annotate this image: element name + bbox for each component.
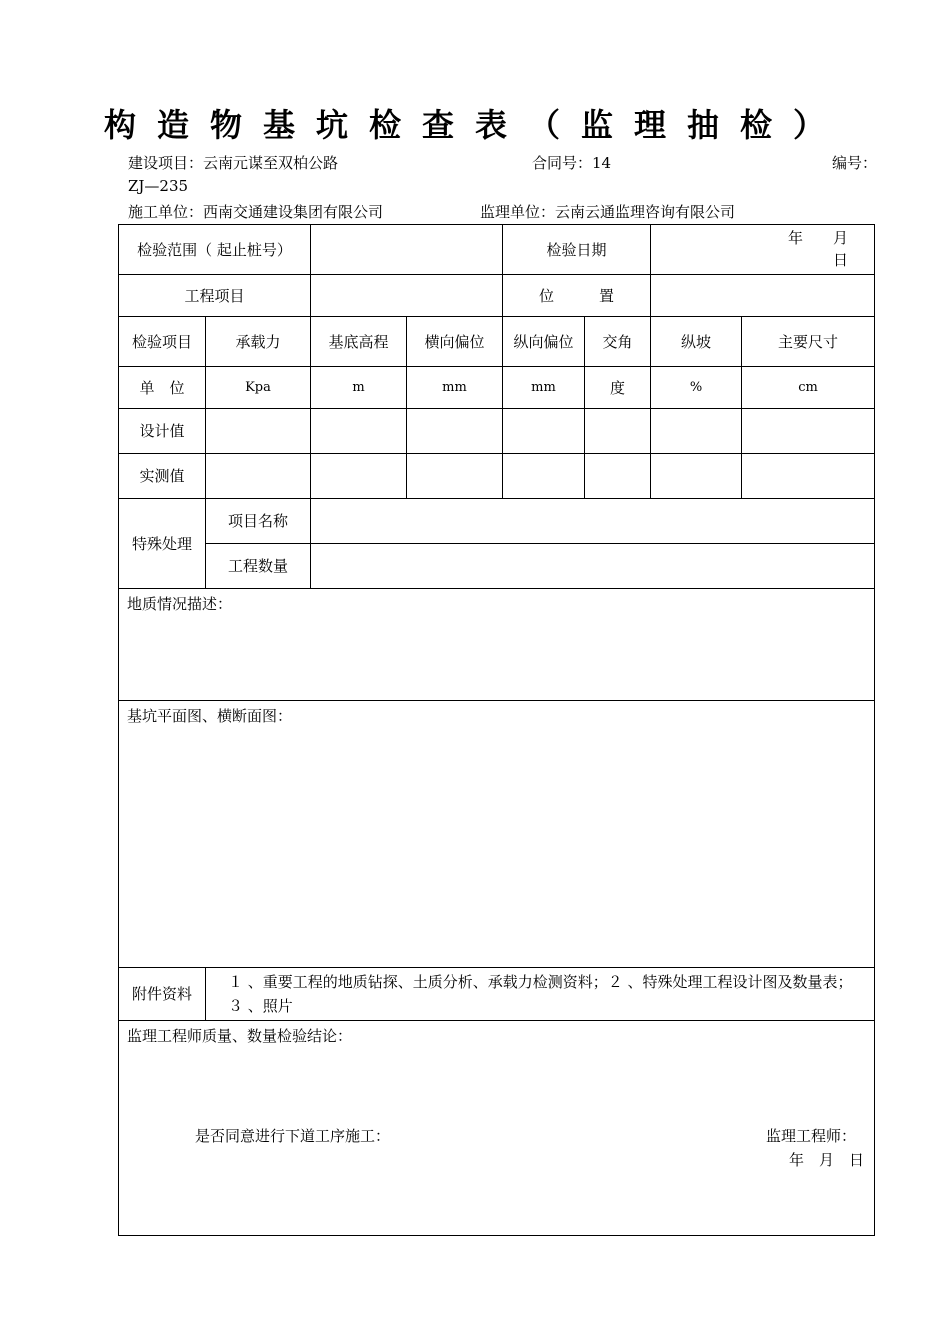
measured-cell[interactable]	[742, 454, 875, 499]
range-value[interactable]	[311, 225, 503, 275]
design-cell[interactable]	[651, 409, 742, 454]
position-value[interactable]	[651, 275, 875, 317]
design-cell[interactable]	[206, 409, 311, 454]
special-name-label: 项目名称	[206, 499, 311, 544]
measured-cell[interactable]	[585, 454, 651, 499]
project-label: 工程项目	[119, 275, 311, 317]
column-header: 纵坡	[651, 317, 742, 367]
unit-cell: cm	[742, 367, 875, 409]
column-header: 交角	[585, 317, 651, 367]
project-value[interactable]	[311, 275, 503, 317]
design-cell[interactable]	[407, 409, 503, 454]
geology-section[interactable]	[119, 589, 875, 701]
column-header: 承载力	[206, 317, 311, 367]
date-label: 检验日期	[503, 225, 651, 275]
measured-label: 实测值	[119, 454, 206, 499]
unit-label: 单 位	[119, 367, 206, 409]
range-label: 检验范围（ 起止桩号）	[119, 225, 311, 275]
page-title: 构造物基坑检查表（监理抽检）	[103, 106, 846, 144]
header-number-value: ZJ—235	[128, 177, 189, 195]
column-header: 基底高程	[311, 317, 407, 367]
attach-label: 附件资料	[119, 968, 206, 1021]
column-header: 检验项目	[119, 317, 206, 367]
design-cell[interactable]	[311, 409, 407, 454]
header-contract: 合同号：14	[532, 154, 612, 172]
conclusion-section[interactable]	[119, 1021, 875, 1236]
design-cell[interactable]	[742, 409, 875, 454]
date-line-day: 日	[833, 251, 849, 269]
conclusion-label: 监理工程师质量、数量检验结论：	[127, 1027, 353, 1045]
measured-cell[interactable]	[311, 454, 407, 499]
special-qty-label: 工程数量	[206, 544, 311, 589]
inspection-table	[118, 224, 875, 1236]
measured-cell[interactable]	[206, 454, 311, 499]
special-name-value[interactable]	[311, 499, 875, 544]
date-line-year-month: 年 月	[788, 229, 849, 247]
column-header: 横向偏位	[407, 317, 503, 367]
agree-label: 是否同意进行下道工序施工：	[195, 1127, 391, 1145]
special-label: 特殊处理	[119, 499, 206, 589]
unit-cell: mm	[503, 367, 585, 409]
header-contractor: 施工单位：西南交通建设集团有限公司	[128, 203, 384, 221]
position-label: 位 置	[503, 275, 651, 317]
unit-cell: Kpa	[206, 367, 311, 409]
unit-cell: mm	[407, 367, 503, 409]
column-header: 纵向偏位	[503, 317, 585, 367]
design-cell[interactable]	[585, 409, 651, 454]
geology-label: 地质情况描述：	[127, 595, 233, 613]
column-header: 主要尺寸	[742, 317, 875, 367]
header-number-label: 编号：	[832, 154, 878, 172]
conclusion-wrap	[119, 1021, 874, 1235]
unit-cell: m	[311, 367, 407, 409]
measured-cell[interactable]	[651, 454, 742, 499]
plan-label: 基坑平面图、横断面图：	[127, 707, 293, 725]
date-value[interactable]	[651, 225, 875, 275]
special-qty-value[interactable]	[311, 544, 875, 589]
measured-cell[interactable]	[407, 454, 503, 499]
plan-section[interactable]	[119, 701, 875, 968]
unit-cell: 度	[585, 367, 651, 409]
measured-cell[interactable]	[503, 454, 585, 499]
unit-cell: %	[651, 367, 742, 409]
engineer-label: 监理工程师：	[766, 1127, 857, 1145]
header-project: 建设项目：云南元谋至双柏公路	[128, 154, 339, 172]
design-label: 设计值	[119, 409, 206, 454]
attach-text: １ 、重要工程的地质钻探、土质分析、承载力检测资料；２ 、特殊处理工程设计图及数量表；３ 、照片	[206, 968, 875, 1021]
header-supervisor: 监理单位：云南云通监理咨询有限公司	[480, 203, 736, 221]
design-cell[interactable]	[503, 409, 585, 454]
conclusion-date: 年 月 日	[789, 1151, 865, 1169]
